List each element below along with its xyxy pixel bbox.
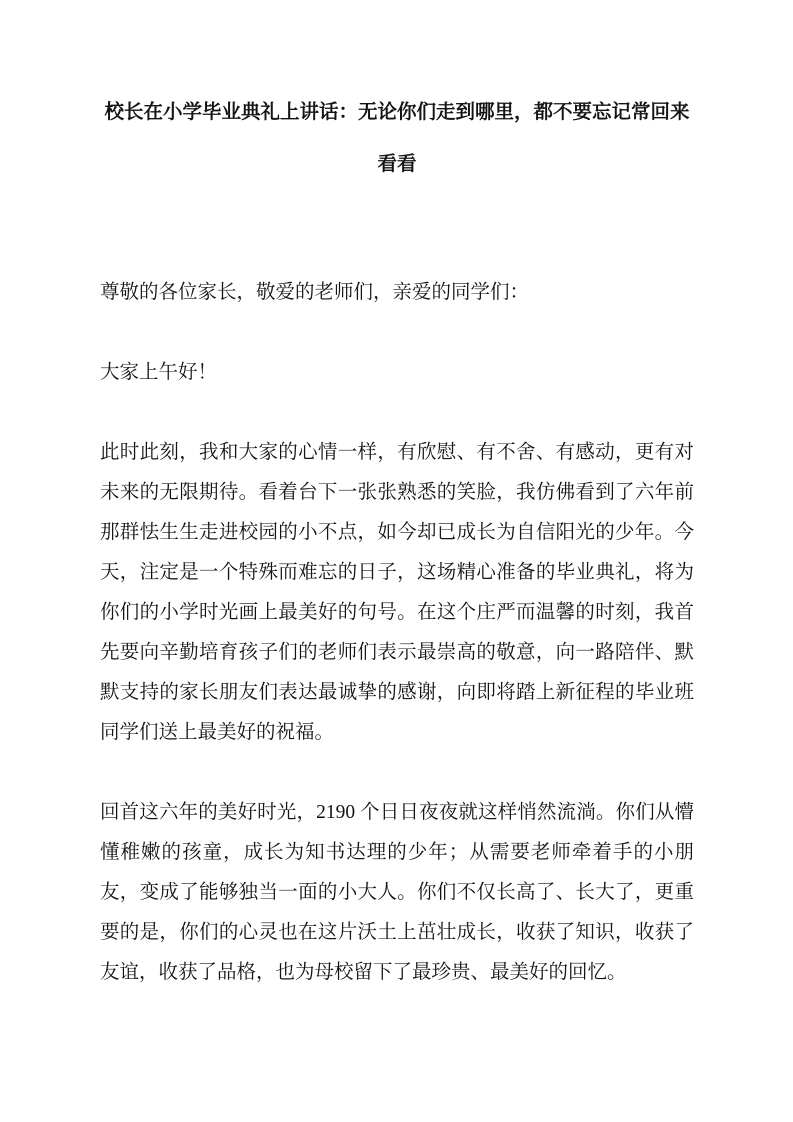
paragraph-salutation: 尊敬的各位家长，敬爱的老师们，亲爱的同学们：	[100, 282, 530, 303]
paragraph-opening: 此时此刻，我和大家的心情一样，有欣慰、有不舍、有感动，更有对未来的无限期待。看着台下一张张熟悉的笑脸，我仿佛看到了六年前那群怯生生走进校园的小不点，如今却已成长为自信阳光的少年。今天，注定是一个特殊而难忘的日子，这场精心准备的毕业典礼，将为你们的小学时光画上最美好的句号。在这个庄严而温馨的时刻，我首先要向辛勤培育孩子们的老师们表示最崇高的敬意，向一路陪伴、默默支持的家长朋友们表达最诚挚的感谢，向即将踏上新征程的毕业班同学们送上最美好的祝福。	[100, 442, 694, 743]
paragraph-greeting: 大家上午好！	[100, 362, 218, 383]
document-title: 校长在小学毕业典礼上讲话：无论你们走到哪里，都不要忘记常回来看看	[104, 102, 690, 175]
paragraph-review: 回首这六年的美好时光，2190 个日日夜夜就这样悄然流淌。你们从懵懂稚嫩的孩童，成长为知书达理的少年；从需要老师牵着手的小朋友，变成了能够独当一面的小大人。你们不仅长高了、长大了，更重要的是，你们的心灵也在这片沃土上茁壮成长，收获了知识，收获了友谊，收获了品格，也为母校留下了最珍贵、最美好的回忆。	[100, 802, 694, 983]
